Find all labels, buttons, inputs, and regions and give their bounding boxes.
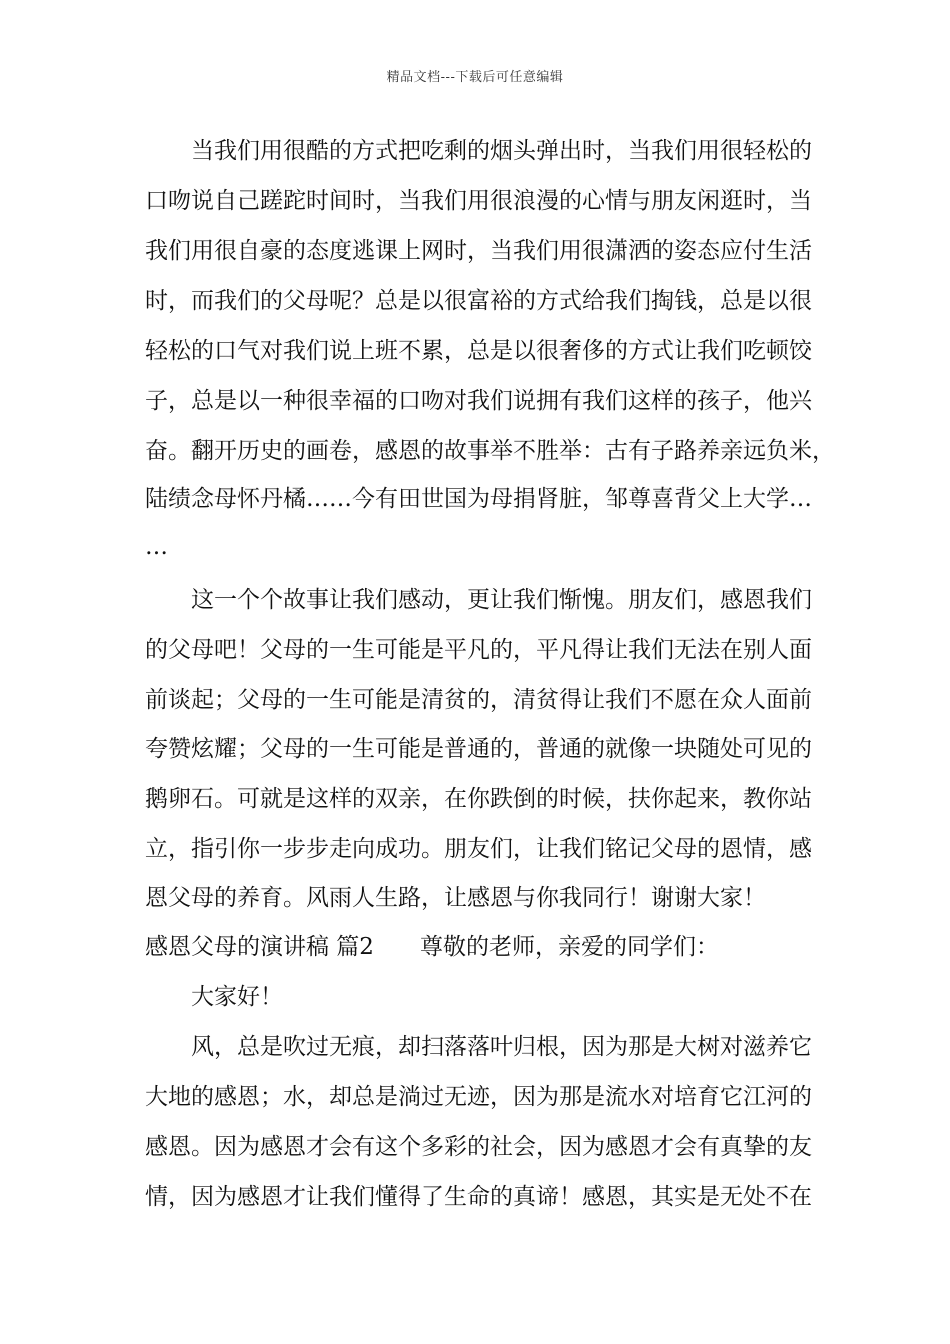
text-line: … xyxy=(145,534,168,560)
text-line: 感恩。因为感恩才会有这个多彩的社会，因为感恩才会有真挚的友 xyxy=(145,1134,812,1160)
text-line: 前谈起；父母的一生可能是清贫的，清贫得让我们不愿在众人面前 xyxy=(145,687,812,713)
text-line: 鹅卵石。可就是这样的双亲，在你跌倒的时候，扶你起来，教你站 xyxy=(145,786,812,812)
text-line: 大地的感恩；水，却总是淌过无迹，因为那是流水对培育它江河的 xyxy=(145,1084,812,1110)
page-header: 精品文档---下载后可任意编辑 xyxy=(386,70,564,85)
text-line: 子，总是以一种很幸福的口吻对我们说拥有我们这样的孩子，他兴 xyxy=(145,388,812,414)
text-line: 风，总是吹过无痕，却扫落落叶归根，因为那是大树对滋养它 xyxy=(145,1034,812,1060)
text-line: 恩父母的养育。风雨人生路，让感恩与你我同行！谢谢大家！ xyxy=(145,885,766,911)
text-line: 时，而我们的父母呢？总是以很富裕的方式给我们掏钱，总是以很 xyxy=(145,288,812,314)
text-line: 陆绩念母怀丹橘……今有田世国为母捐肾脏，邹尊喜背父上大学… xyxy=(145,486,812,512)
text-line: 情，因为感恩才让我们懂得了生命的真谛！感恩，其实是无处不在 xyxy=(145,1184,812,1210)
text-line: 夸赞炫耀；父母的一生可能是普通的，普通的就像一块随处可见的 xyxy=(145,736,812,762)
text-line: 这一个个故事让我们感动，更让我们惭愧。朋友们，感恩我们 xyxy=(145,587,812,613)
text-line: 大家好！ xyxy=(145,984,283,1010)
text-line: 轻松的口气对我们说上班不累，总是以很奢侈的方式让我们吃顿饺 xyxy=(145,338,812,364)
text-line: 口吻说自己蹉跎时间时，当我们用很浪漫的心情与朋友闲逛时，当 xyxy=(145,188,812,214)
text-line: 立，指引你一步步走向成功。朋友们，让我们铭记父母的恩情，感 xyxy=(145,836,812,862)
text-line: 的父母吧！父母的一生可能是平凡的，平凡得让我们无法在别人面 xyxy=(145,637,812,663)
text-line: 我们用很自豪的态度逃课上网时，当我们用很潇洒的姿态应付生活 xyxy=(145,238,812,264)
text-line: 当我们用很酷的方式把吃剩的烟头弹出时，当我们用很轻松的 xyxy=(145,138,812,164)
section-heading: 感恩父母的演讲稿 篇2 尊敬的老师，亲爱的同学们： xyxy=(145,934,719,960)
text-line: 奋。翻开历史的画卷，感恩的故事举不胜举：古有子路养亲远负米， xyxy=(145,438,835,464)
